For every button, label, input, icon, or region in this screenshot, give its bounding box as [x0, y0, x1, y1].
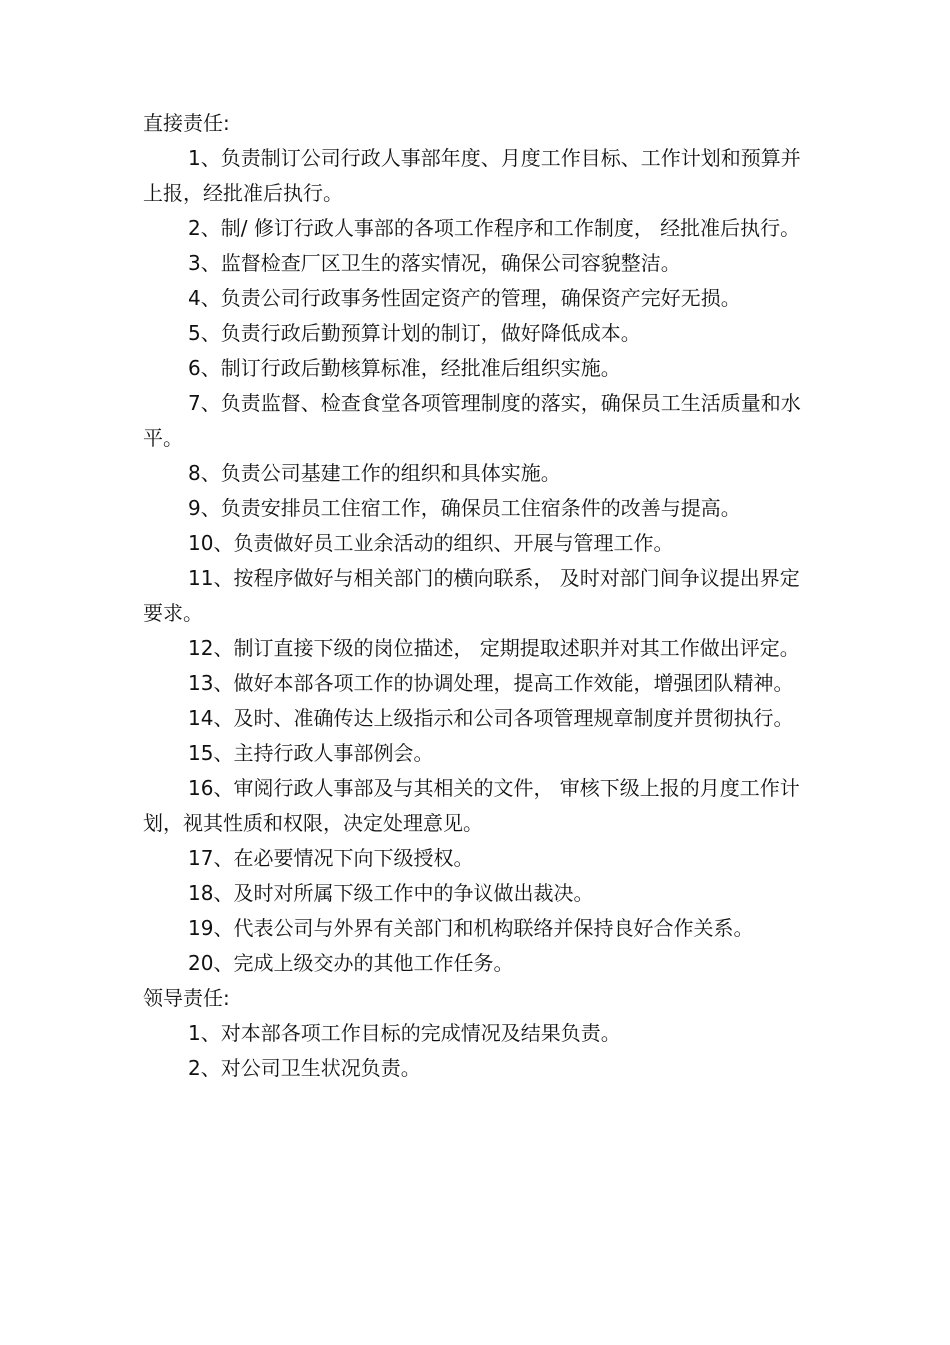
- list-item: 12、制订直接下级的岗位描述， 定期提取述职并对其工作做出评定。: [188, 636, 800, 660]
- list-item: 1、对本部各项工作目标的完成情况及结果负责。: [188, 1021, 621, 1045]
- list-item: 2、对公司卫生状况负责。: [188, 1056, 421, 1080]
- list-item: 5、负责行政后勤预算计划的制订，做好降低成本。: [188, 321, 641, 345]
- list-item: 17、在必要情况下向下级授权。: [188, 846, 474, 870]
- list-item: 9、负责安排员工住宿工作，确保员工住宿条件的改善与提高。: [188, 496, 741, 520]
- list-item: 6、制订行政后勤核算标准，经批准后组织实施。: [188, 356, 621, 380]
- list-item: 4、负责公司行政事务性固定资产的管理，确保资产完好无损。: [188, 286, 741, 310]
- list-item: 20、完成上级交办的其他工作任务。: [188, 951, 514, 975]
- list-item: 1、负责制订公司行政人事部年度、月度工作目标、工作计划和预算并上报，经批准后执行。: [143, 146, 801, 205]
- list-item: 11、按程序做好与相关部门的横向联系， 及时对部门间争议提出界定要求。: [143, 566, 800, 625]
- list-item: 19、代表公司与外界有关部门和机构联络并保持良好合作关系。: [188, 916, 754, 940]
- section-heading-direct-responsibility: 直接责任:: [143, 111, 230, 135]
- list-item: 7、负责监督、检查食堂各项管理制度的落实，确保员工生活质量和水平。: [143, 391, 801, 450]
- list-item: 10、负责做好员工业余活动的组织、开展与管理工作。: [188, 531, 674, 555]
- list-item: 13、做好本部各项工作的协调处理，提高工作效能，增强团队精神。: [188, 671, 794, 695]
- list-item: 2、制/ 修订行政人事部的各项工作程序和工作制度， 经批准后执行。: [188, 216, 801, 240]
- list-item: 18、及时对所属下级工作中的争议做出裁决。: [188, 881, 594, 905]
- section-heading-leadership-responsibility: 领导责任:: [143, 986, 230, 1010]
- list-item: 8、负责公司基建工作的组织和具体实施。: [188, 461, 561, 485]
- list-item: 15、主持行政人事部例会。: [188, 741, 434, 765]
- list-item: 3、监督检查厂区卫生的落实情况，确保公司容貌整洁。: [188, 251, 681, 275]
- list-item: 14、及时、准确传达上级指示和公司各项管理规章制度并贯彻执行。: [188, 706, 794, 730]
- list-item: 16、审阅行政人事部及与其相关的文件， 审核下级上报的月度工作计划，视其性质和权限，决定处理意见。: [143, 776, 800, 835]
- document-body: [143, 106, 803, 1086]
